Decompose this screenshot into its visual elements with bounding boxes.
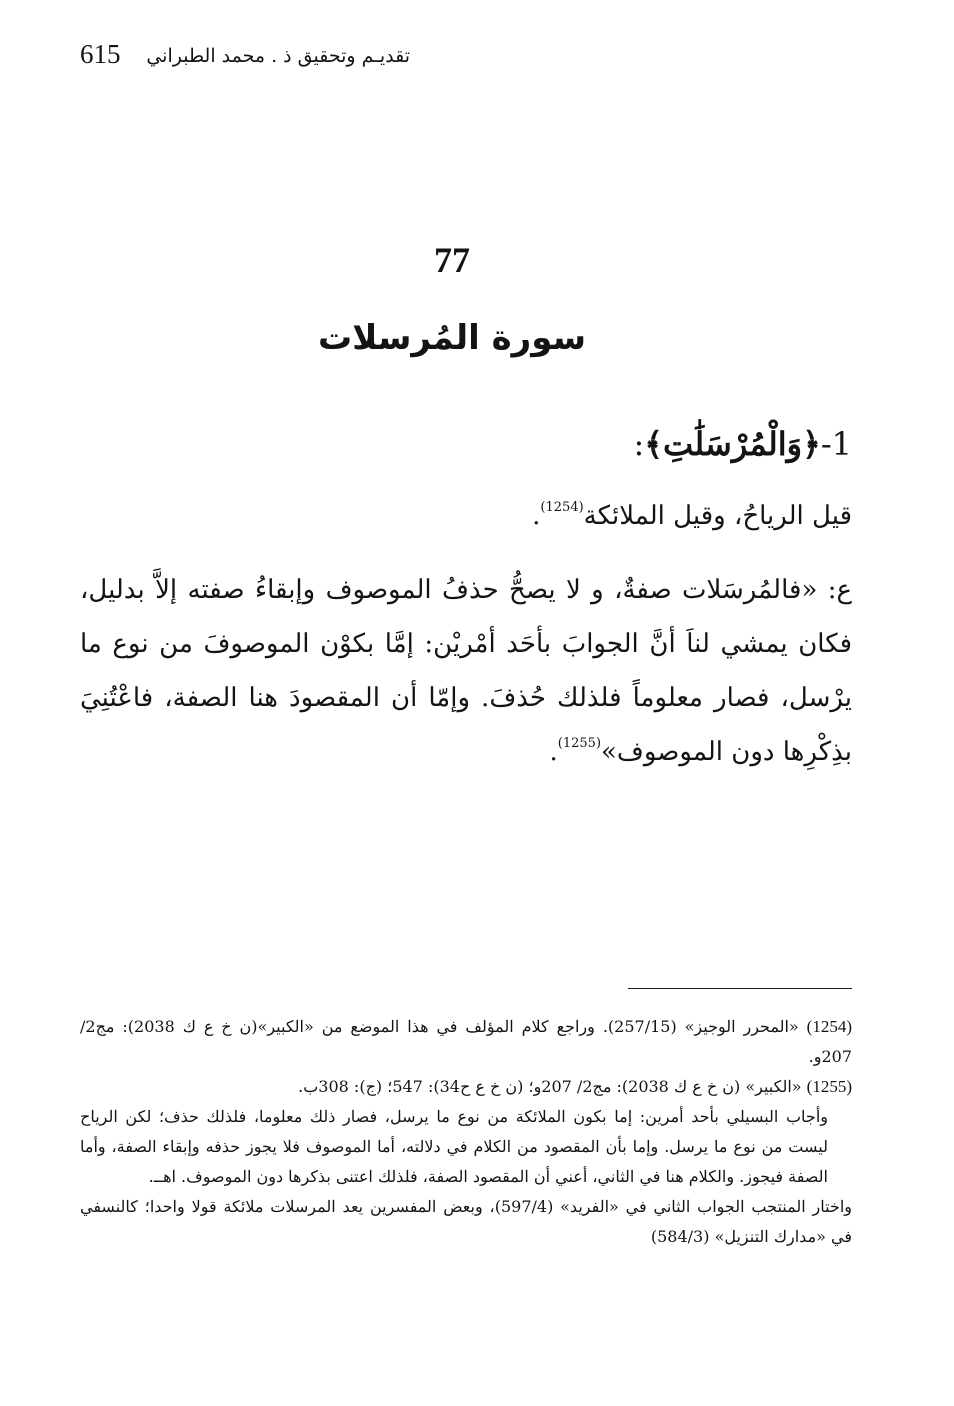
- footnote-1255-continuation: وأجاب البسيلي بأحد أمرين: إما بكون الملائكة من نوع ما يرسل، فصار ذلك معلوما، فلذلك حذف؛ لكن الرياح ليست من نوع ما يرسل. وإما بأن المقصود من الكلام في دلالته، أما الموصوف فلا يجوز حذفه وإبقاء الصفة، وأما الصفة فيجوز. والكلام هنا في الثاني، أعني أن المقصود الصفة، فلذلك اعتنى بذكرها دون الموصوف. اهــ.: [80, 1107, 828, 1186]
- footnote-1255-continuation-2: واختار المنتجب الجواب الثاني في «الفريد» (597/4)، وبعض المفسرين يعد المرسلات ملائكة قولا واحدا؛ كالنسفي في «مدارك التنزيل» (584/3): [80, 1197, 853, 1246]
- footnote-ref-1254[interactable]: (1254): [540, 500, 584, 515]
- paragraph-1: [80, 494, 852, 538]
- footnote-divider: [628, 988, 852, 989]
- verse-heading: [80, 418, 852, 470]
- footnote-1254: [80, 1012, 852, 1072]
- verse-text: ﴿وَالْمُرْسَلَٰتِ﴾: [644, 425, 821, 463]
- footnotes: [80, 1012, 852, 1252]
- surah-title: سورة المُرسلات: [317, 318, 586, 358]
- page-number: 615: [80, 39, 121, 69]
- paragraph-2-end: .: [549, 737, 558, 767]
- footnote-text: «الكبير» (ن خ ع ك 2038): مج2/ 207و؛ (ن خ ع ح34): 547؛ (ج): 308ب.: [298, 1077, 802, 1096]
- page-header: [80, 38, 410, 78]
- verse-number: 1-: [820, 425, 852, 463]
- chapter-number: 77: [434, 240, 470, 280]
- verse-colon: :: [633, 425, 645, 463]
- footnote-text: «المحرر الوجيز» (257/15). وراجع كلام المؤلف في هذا الموضع من «الكبير»(ن خ ع ك 2038): مج2/ 207و.: [80, 1017, 852, 1066]
- footnote-number: (1254): [806, 1017, 853, 1036]
- paragraph-1-text: قيل الرياحُ، وقيل الملائكة: [583, 501, 852, 531]
- paragraph-2: [80, 563, 852, 779]
- paragraph-1-end: .: [532, 501, 541, 531]
- running-head: تقديـم وتحقيق ذ . محمد الطبراني: [146, 45, 410, 67]
- footnote-number: (1255): [806, 1077, 852, 1096]
- footnote-ref-1255[interactable]: (1255): [557, 736, 602, 751]
- footnote-1255: [80, 1072, 852, 1102]
- paragraph-2-text: ع: «فالمُرسَلات صفةٌ، و لا يصحُّ حذفُ الموصوف وإبقاءُ صفته إلاَّ بدليل، فكان يمشي لناَ أنَّ الجوابَ بأحَد أمْريْن: إمَّا بكوْن الموصوفَ من نوع ما يرْسل، فصار معلوماً فلذلك حُذفَ. وإمّا أن المقصودَ هنا الصفة، فاعْتُنِيَ بذِكْرِها دون الموصوف»: [80, 575, 852, 767]
